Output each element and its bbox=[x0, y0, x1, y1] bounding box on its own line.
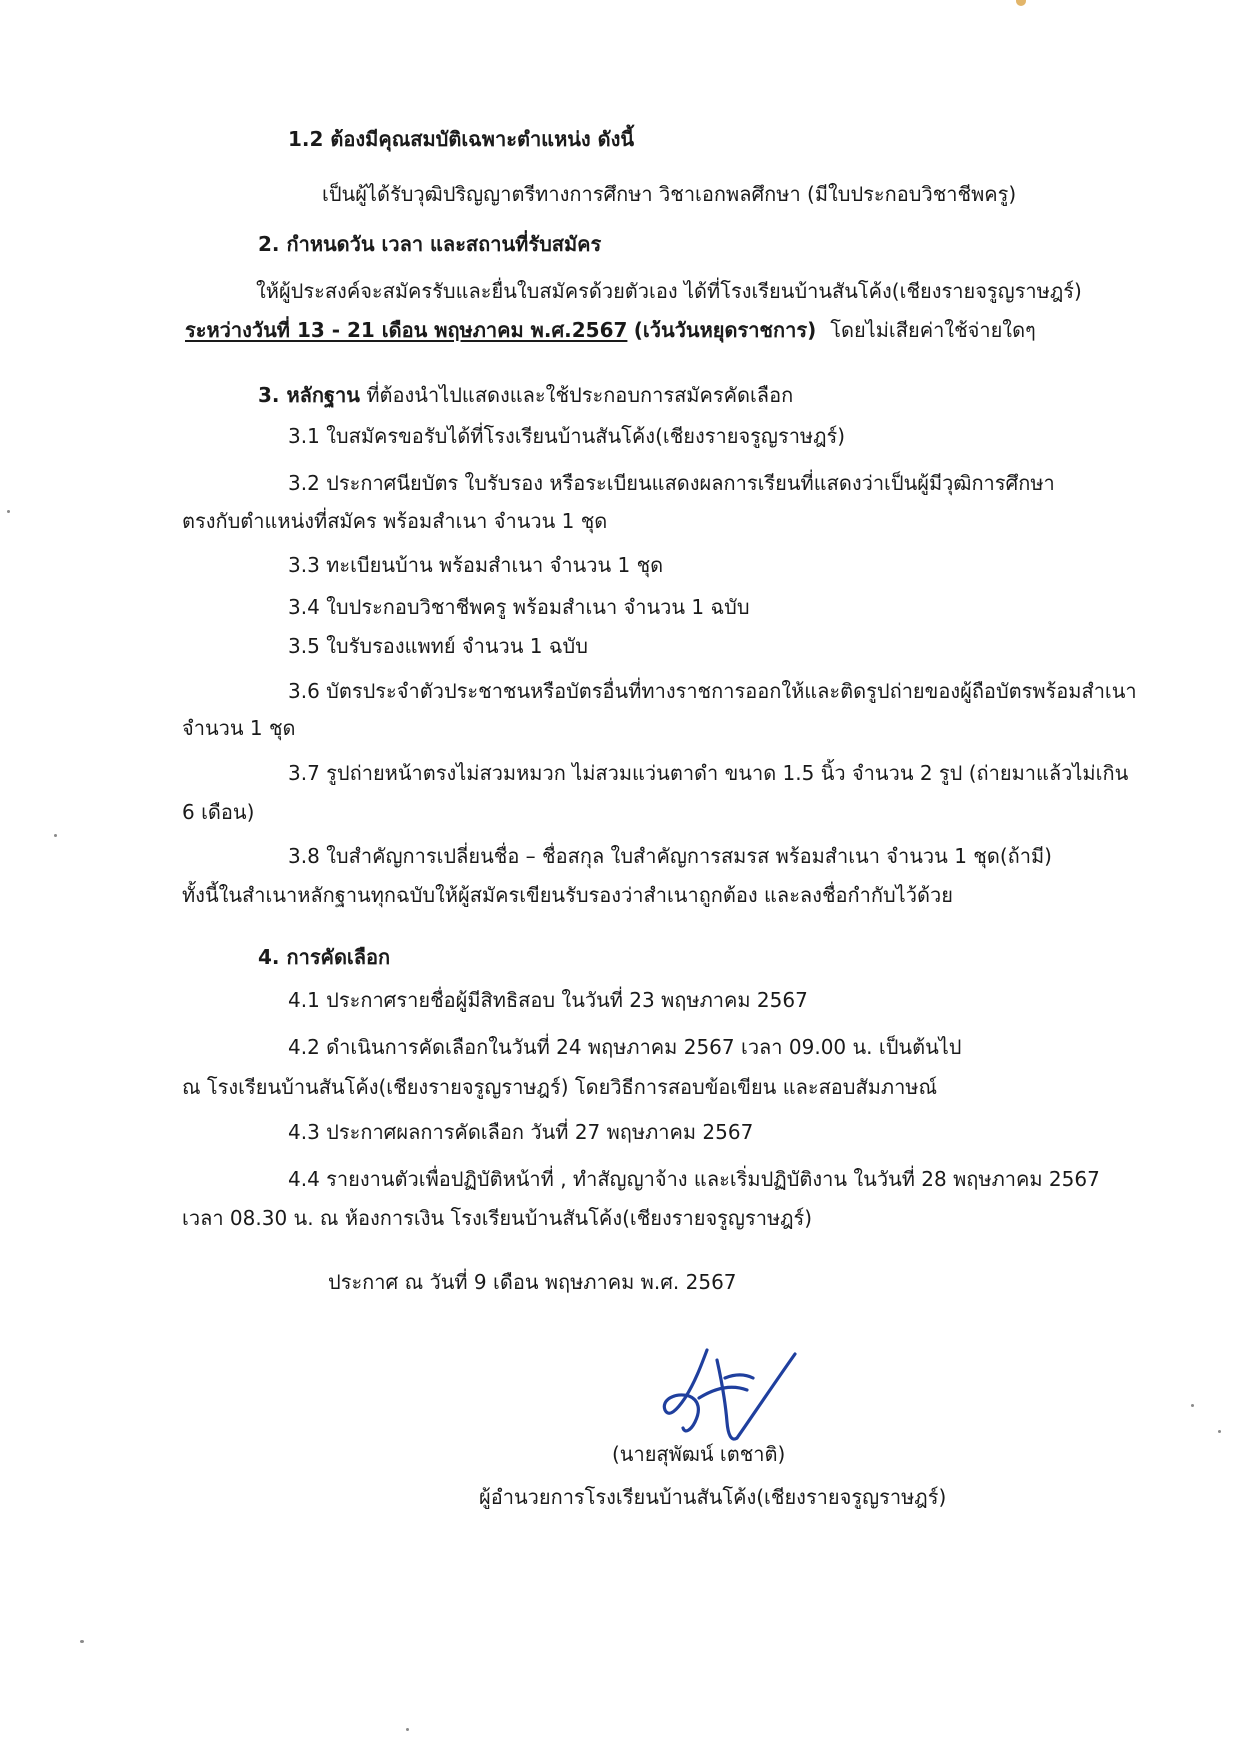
section-3-note: ทั้งนี้ในสำเนาหลักฐานทุกฉบับให้ผู้สมัครเขียนรับรองว่าสำเนาถูกต้อง และลงชื่อกำกับไว้ด้วย bbox=[182, 883, 953, 907]
holiday-note: (เว้นวันหยุดราชการ) bbox=[633, 318, 817, 342]
section-2-heading: 2. กำหนดวัน เวลา และสถานที่รับสมัคร bbox=[258, 232, 602, 256]
item-3-6-line2: จำนวน 1 ชุด bbox=[182, 716, 296, 740]
scan-speck bbox=[406, 1728, 409, 1731]
item-3-8: 3.8 ใบสำคัญการเปลี่ยนชื่อ – ชื่อสกุล ใบสำคัญการสมรส พร้อมสำเนา จำนวน 1 ชุด(ถ้ามี) bbox=[288, 844, 1052, 868]
scan-speck bbox=[80, 1640, 84, 1643]
section-1-2-text: เป็นผู้ได้รับวุฒิปริญญาตรีทางการศึกษา วิชาเอกพลศึกษา (มีใบประกอบวิชาชีพครู) bbox=[322, 182, 1017, 206]
item-3-4: 3.4 ใบประกอบวิชาชีพครู พร้อมสำเนา จำนวน 1 ฉบับ bbox=[288, 595, 750, 619]
section-2-line1: ให้ผู้ประสงค์จะสมัครรับและยื่นใบสมัครด้วยตัวเอง ได้ที่โรงเรียนบ้านสันโค้ง(เชียงรายจรูญราษฎร์) bbox=[256, 279, 1082, 303]
section-1-2-heading: 1.2 ต้องมีคุณสมบัติเฉพาะตำแหน่ง ดังนี้ bbox=[288, 127, 635, 151]
section-4-heading: 4. การคัดเลือก bbox=[258, 945, 391, 969]
fee-note: โดยไม่เสียค่าใช้จ่ายใดๆ bbox=[830, 318, 1036, 342]
item-3-6-line1: 3.6 บัตรประจำตัวประชาชนหรือบัตรอื่นที่ทางราชการออกให้และติดรูปถ่ายของผู้ถือบัตรพร้อมสำเนา bbox=[288, 679, 1137, 703]
corner-mark bbox=[1016, 0, 1026, 6]
item-3-3: 3.3 ทะเบียนบ้าน พร้อมสำเนา จำนวน 1 ชุด bbox=[288, 553, 664, 577]
item-4-2-line2: ณ โรงเรียนบ้านสันโค้ง(เชียงรายจรูญราษฎร์) โดยวิธีการสอบข้อเขียน และสอบสัมภาษณ์ bbox=[182, 1075, 938, 1099]
date-range: ระหว่างวันที่ 13 - 21 เดือน พฤษภาคม พ.ศ.2567 bbox=[185, 318, 628, 342]
scan-speck bbox=[54, 834, 57, 837]
item-3-5: 3.5 ใบรับรองแพทย์ จำนวน 1 ฉบับ bbox=[288, 634, 588, 658]
item-4-4-line2: เวลา 08.30 น. ณ ห้องการเงิน โรงเรียนบ้านสันโค้ง(เชียงรายจรูญราษฎร์) bbox=[182, 1206, 813, 1230]
item-3-1: 3.1 ใบสมัครขอรับได้ที่โรงเรียนบ้านสันโค้ง(เชียงรายจรูญราษฎร์) bbox=[288, 424, 846, 448]
announcement-date: ประกาศ ณ วันที่ 9 เดือน พฤษภาคม พ.ศ. 2567 bbox=[328, 1270, 737, 1294]
section-3-heading-bold: 3. หลักฐาน bbox=[258, 383, 360, 407]
section-3-heading bbox=[258, 380, 793, 410]
scan-speck bbox=[1218, 1430, 1221, 1433]
item-3-7-line1: 3.7 รูปถ่ายหน้าตรงไม่สวมหมวก ไม่สวมแว่นตาดำ ขนาด 1.5 นิ้ว จำนวน 2 รูป (ถ่ายมาแล้วไม่เกิน bbox=[288, 761, 1129, 785]
item-4-4-line1: 4.4 รายงานตัวเพื่อปฏิบัติหน้าที่ , ทำสัญญาจ้าง และเริ่มปฏิบัติงาน ในวันที่ 28 พฤษภาคม 2567 bbox=[288, 1167, 1100, 1191]
scan-speck bbox=[7, 510, 10, 513]
section-3-heading-rest: ที่ต้องนำไปแสดงและใช้ประกอบการสมัครคัดเลือก bbox=[366, 383, 794, 407]
item-3-2-line1: 3.2 ประกาศนียบัตร ใบรับรอง หรือระเบียนแสดงผลการเรียนที่แสดงว่าเป็นผู้มีวุฒิการศึกษา bbox=[288, 471, 1055, 495]
item-4-1: 4.1 ประกาศรายชื่อผู้มีสิทธิสอบ ในวันที่ 23 พฤษภาคม 2567 bbox=[288, 988, 808, 1012]
section-2-line2 bbox=[185, 315, 1036, 345]
scan-speck bbox=[1191, 1404, 1194, 1407]
signatory-name: (นายสุพัฒน์ เตชาติ) bbox=[612, 1442, 786, 1466]
item-4-2-line1: 4.2 ดำเนินการคัดเลือกในวันที่ 24 พฤษภาคม 2567 เวลา 09.00 น. เป็นต้นไป bbox=[288, 1035, 962, 1059]
item-3-7-line2: 6 เดือน) bbox=[182, 800, 255, 824]
signatory-position: ผู้อำนวยการโรงเรียนบ้านสันโค้ง(เชียงรายจรูญราษฎร์) bbox=[479, 1485, 947, 1509]
item-4-3: 4.3 ประกาศผลการคัดเลือก วันที่ 27 พฤษภาคม 2567 bbox=[288, 1120, 754, 1144]
item-3-2-line2: ตรงกับตำแหน่งที่สมัคร พร้อมสำเนา จำนวน 1 ชุด bbox=[182, 509, 608, 533]
